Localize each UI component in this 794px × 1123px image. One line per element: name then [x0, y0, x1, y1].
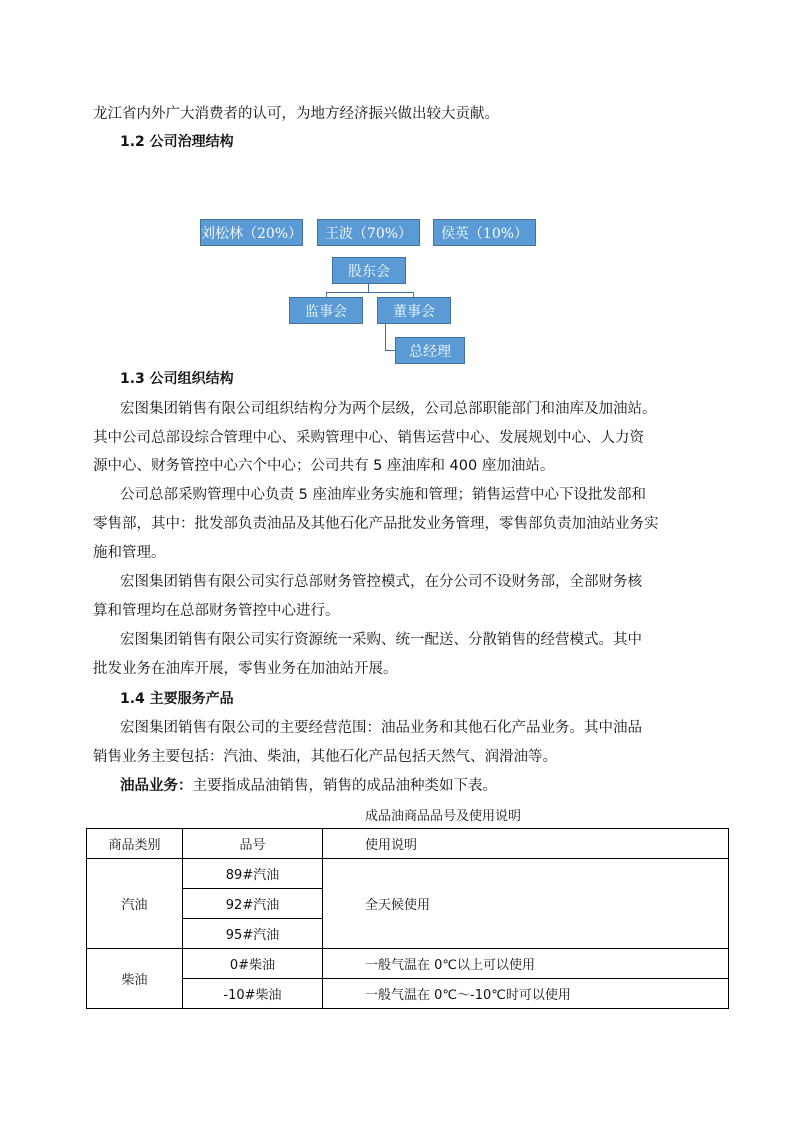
table-row	[87, 949, 729, 979]
header-cell-grade: 品号	[183, 829, 323, 859]
connector-line	[368, 284, 369, 292]
paragraph-line: 宏图集团销售有限公司的主要经营范围：油品业务和其他石化产品业务。其中油品	[120, 720, 642, 736]
usage-cell: 一般气温在 0℃～-10℃时可以使用	[323, 979, 729, 1009]
paragraph-line: 其中公司总部设综合管理中心、采购管理中心、销售运营中心、发展规划中心、人力资	[93, 430, 644, 446]
usage-cell-gasoline: 全天候使用	[323, 859, 729, 949]
shareholder-box-hou: 侯英（10%）	[433, 219, 536, 246]
shareholder-box-wang: 王波（70%）	[317, 219, 420, 246]
category-cell-gasoline: 汽油	[87, 859, 183, 949]
supervisory-board-box: 监事会	[289, 297, 363, 324]
paragraph-line: 公司总部采购管理中心负责 5 座油库业务实施和管理；销售运营中心下设批发部和	[120, 487, 646, 503]
table-row	[87, 859, 729, 889]
board-of-directors-box: 董事会	[377, 297, 451, 324]
header-cell-usage: 使用说明	[323, 829, 729, 859]
connector-line	[326, 292, 414, 293]
table-row	[87, 979, 729, 1009]
category-cell-diesel: 柴油	[87, 949, 183, 1009]
section-heading-1-4: 1.4 主要服务产品	[120, 691, 234, 707]
paragraph-line: 施和管理。	[93, 545, 166, 561]
header-cell-category: 商品类别	[87, 829, 183, 859]
connector-line	[385, 350, 395, 351]
product-table	[86, 828, 729, 1009]
paragraph-line: 宏图集团销售有限公司实行总部财务管控模式，在分公司不设财务部，全部财务核	[120, 574, 642, 590]
intro-text: 龙江省内外广大消费者的认可，为地方经济振兴做出较大贡献。	[93, 106, 499, 122]
paragraph-line: 宏图集团销售有限公司组织结构分为两个层级，公司总部职能部门和油库及加油站。	[120, 401, 657, 417]
connector-line	[385, 324, 386, 351]
paragraph-line: 销售业务主要包括：汽油、柴油，其他石化产品包括天然气、润滑油等。	[93, 749, 557, 765]
grade-cell: 0#柴油	[183, 949, 323, 979]
grade-cell: 92#汽油	[183, 889, 323, 919]
oil-business-line	[120, 776, 497, 796]
paragraph-line: 宏图集团销售有限公司实行资源统一采购、统一配送、分散销售的经营模式。其中	[120, 632, 642, 648]
grade-cell: -10#柴油	[183, 979, 323, 1009]
table-caption: 成品油商品品号及使用说明	[365, 809, 522, 824]
paragraph-line: 源中心、财务管控中心六个中心；公司共有 5 座油库和 400 座加油站。	[93, 458, 555, 474]
grade-cell: 89#汽油	[183, 859, 323, 889]
paragraph-line: 批发业务在油库开展，零售业务在加油站开展。	[93, 661, 398, 677]
shareholder-box-liu: 刘松林（20%）	[200, 219, 303, 246]
section-heading-1-3: 1.3 公司组织结构	[120, 371, 234, 387]
general-manager-box: 总经理	[395, 337, 465, 364]
usage-cell: 一般气温在 0℃以上可以使用	[323, 949, 729, 979]
section-heading-1-2: 1.2 公司治理结构	[120, 134, 234, 150]
paragraph-line: 算和管理均在总部财务管控中心进行。	[93, 603, 340, 619]
shareholders-meeting-box: 股东会	[332, 257, 406, 284]
paragraph-line: 零售部，其中：批发部负责油品及其他石化产品批发业务管理，零售部负责加油站业务实	[93, 516, 659, 532]
grade-cell: 95#汽油	[183, 919, 323, 949]
oil-business-text: 主要指成品油销售，销售的成品油种类如下表。	[192, 778, 497, 794]
oil-business-label: 油品业务：	[120, 778, 193, 794]
table-header-row	[87, 829, 729, 859]
